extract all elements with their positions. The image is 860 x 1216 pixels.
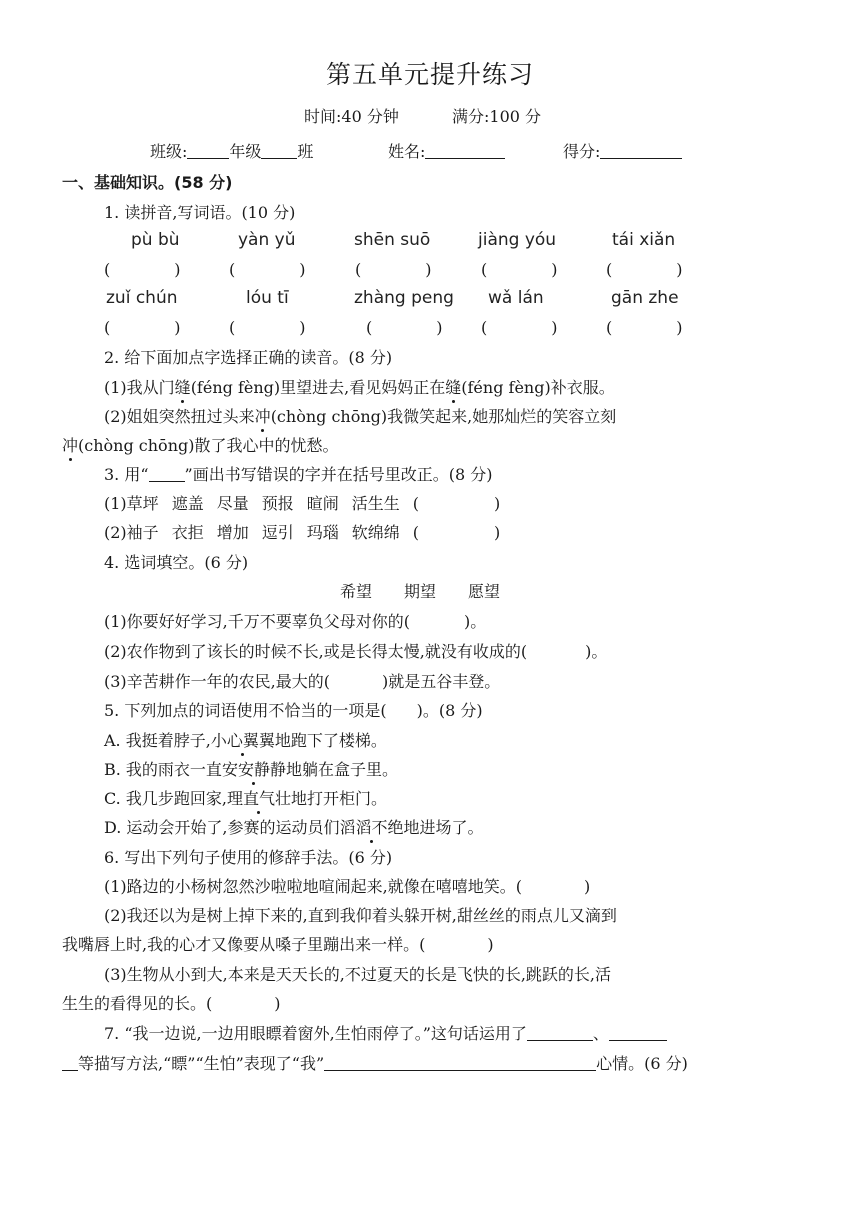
class-line bbox=[150, 144, 313, 160]
pinyin-7: lóu tī bbox=[246, 288, 289, 308]
name-line bbox=[388, 144, 505, 160]
q5-heading: 5. 下列加点的词语使用不恰当的一项是( )。(8 分) bbox=[104, 701, 483, 720]
q3-heading: 3. 用“ ”画出书写错误的字并在括号里改正。(8 分) bbox=[104, 465, 493, 484]
class-blank[interactable] bbox=[187, 158, 229, 159]
pinyin-3: shēn suō bbox=[354, 230, 431, 250]
q2-item-2-cont: 冲(chòng chōng)散了我心中的忧愁。 bbox=[62, 436, 339, 455]
q1-heading: 1. 读拼音,写词语。(10 分) bbox=[104, 203, 296, 222]
answer-paren-2[interactable]: ( ) bbox=[229, 260, 306, 279]
q7-blank-2[interactable] bbox=[609, 1040, 667, 1041]
q3-paren-1[interactable]: ( ) bbox=[412, 494, 501, 513]
pinyin-8: zhàng peng bbox=[354, 288, 454, 308]
score-blank[interactable] bbox=[600, 158, 682, 159]
q2-item-1: (1)我从门缝(féng fèng)里望进去,看见妈妈正在缝(féng fèng)补衣服。 bbox=[104, 378, 615, 397]
q5-option-c: C. 我几步跑回家,理直气壮地打开柜门。 bbox=[104, 789, 387, 808]
answer-paren-5[interactable]: ( ) bbox=[606, 260, 683, 279]
answer-paren-4[interactable]: ( ) bbox=[481, 260, 558, 279]
answer-paren-7[interactable]: ( ) bbox=[229, 318, 306, 337]
q2-item-2: (2)姐姐突然扭过头来冲(chòng chōng)我微笑起来,她那灿烂的笑容立刻 bbox=[104, 407, 617, 426]
q3-row-1: (1)草坪 遮盖 尽量 预报 暄闹 活生生 ( ) bbox=[104, 496, 526, 512]
q4-choice-2: 期望 bbox=[404, 582, 437, 601]
q3-paren-2[interactable]: ( ) bbox=[412, 523, 501, 542]
page-title: 第五单元提升练习 bbox=[325, 60, 534, 89]
full-score: 满分:100 分 bbox=[452, 107, 542, 126]
q4-item-2: (2)农作物到了该长的时候不长,或是长得太慢,就没有收成的( )。 bbox=[104, 642, 608, 661]
class-label: 班级: bbox=[150, 142, 188, 161]
q6-item-1: (1)路边的小杨树忽然沙啦啦地喧闹起来,就像在嘻嘻地笑。( ) bbox=[104, 877, 591, 896]
q7-blank-2-cont[interactable] bbox=[62, 1070, 78, 1071]
q6-heading: 6. 写出下列句子使用的修辞手法。(6 分) bbox=[104, 848, 393, 867]
pinyin-5: tái xiǎn bbox=[612, 230, 676, 250]
q5-option-a: A. 我挺着脖子,小心翼翼地跑下了楼梯。 bbox=[104, 731, 387, 750]
answer-paren-1[interactable]: ( ) bbox=[104, 260, 181, 279]
pinyin-6: zuǐ chún bbox=[106, 288, 178, 308]
score-label: 得分: bbox=[563, 142, 601, 161]
q4-heading: 4. 选词填空。(6 分) bbox=[104, 553, 249, 572]
pinyin-2: yàn yǔ bbox=[238, 230, 296, 250]
q5-option-b: B. 我的雨衣一直安安静静地躺在盒子里。 bbox=[104, 760, 398, 779]
q3-row-2: (2)袖子 衣拒 增加 逗引 玛瑙 软绵绵 ( ) bbox=[104, 525, 526, 541]
answer-paren-10[interactable]: ( ) bbox=[606, 318, 683, 337]
q7-line-2: 等描写方法,“瞟”“生怕”表现了“我” 心情。(6 分) bbox=[62, 1056, 688, 1072]
q6-item-2-cont: 我嘴唇上时,我的心才又像要从嗓子里蹦出来一样。( ) bbox=[62, 935, 494, 954]
time-limit: 时间:40 分钟 bbox=[304, 107, 399, 126]
q4-item-3: (3)辛苦耕作一年的农民,最大的( )就是五谷丰登。 bbox=[104, 672, 501, 691]
score-line bbox=[563, 144, 682, 160]
q6-item-3-cont: 生生的看得见的长。( ) bbox=[62, 994, 281, 1013]
q2-heading: 2. 给下面加点字选择正确的读音。(8 分) bbox=[104, 348, 393, 367]
ban-label: 班 bbox=[297, 142, 314, 161]
name-label: 姓名: bbox=[388, 142, 426, 161]
q7-blank-3[interactable] bbox=[324, 1070, 596, 1071]
answer-paren-8[interactable]: ( ) bbox=[366, 318, 443, 337]
name-blank[interactable] bbox=[425, 158, 505, 159]
grade-label: 年级 bbox=[229, 142, 262, 161]
pinyin-10: gān zhe bbox=[611, 288, 679, 308]
q7-blank-1[interactable] bbox=[527, 1040, 593, 1041]
pinyin-4: jiàng yóu bbox=[478, 230, 557, 250]
section-heading: 一、基础知识。(58 分) bbox=[62, 173, 233, 192]
answer-paren-3[interactable]: ( ) bbox=[355, 260, 432, 279]
q4-choice-3: 愿望 bbox=[468, 582, 501, 601]
q7-line-1: 7. “我一边说,一边用眼瞟着窗外,生怕雨停了。”这句话运用了 、 bbox=[104, 1026, 667, 1042]
pinyin-9: wǎ lán bbox=[488, 288, 544, 308]
answer-paren-6[interactable]: ( ) bbox=[104, 318, 181, 337]
q6-item-2: (2)我还以为是树上掉下来的,直到我仰着头躲开树,甜丝丝的雨点儿又滴到 bbox=[104, 906, 617, 925]
q4-choice-1: 希望 bbox=[340, 582, 373, 601]
ban-blank[interactable] bbox=[261, 158, 297, 159]
pinyin-1: pù bù bbox=[131, 230, 180, 250]
q6-item-3: (3)生物从小到大,本来是天天长的,不过夏天的长是飞快的长,跳跃的长,活 bbox=[104, 965, 612, 984]
q5-option-d: D. 运动会开始了,参赛的运动员们滔滔不绝地进场了。 bbox=[104, 818, 484, 837]
answer-paren-9[interactable]: ( ) bbox=[481, 318, 558, 337]
q4-item-1: (1)你要好好学习,千万不要辜负父母对你的( )。 bbox=[104, 612, 487, 631]
